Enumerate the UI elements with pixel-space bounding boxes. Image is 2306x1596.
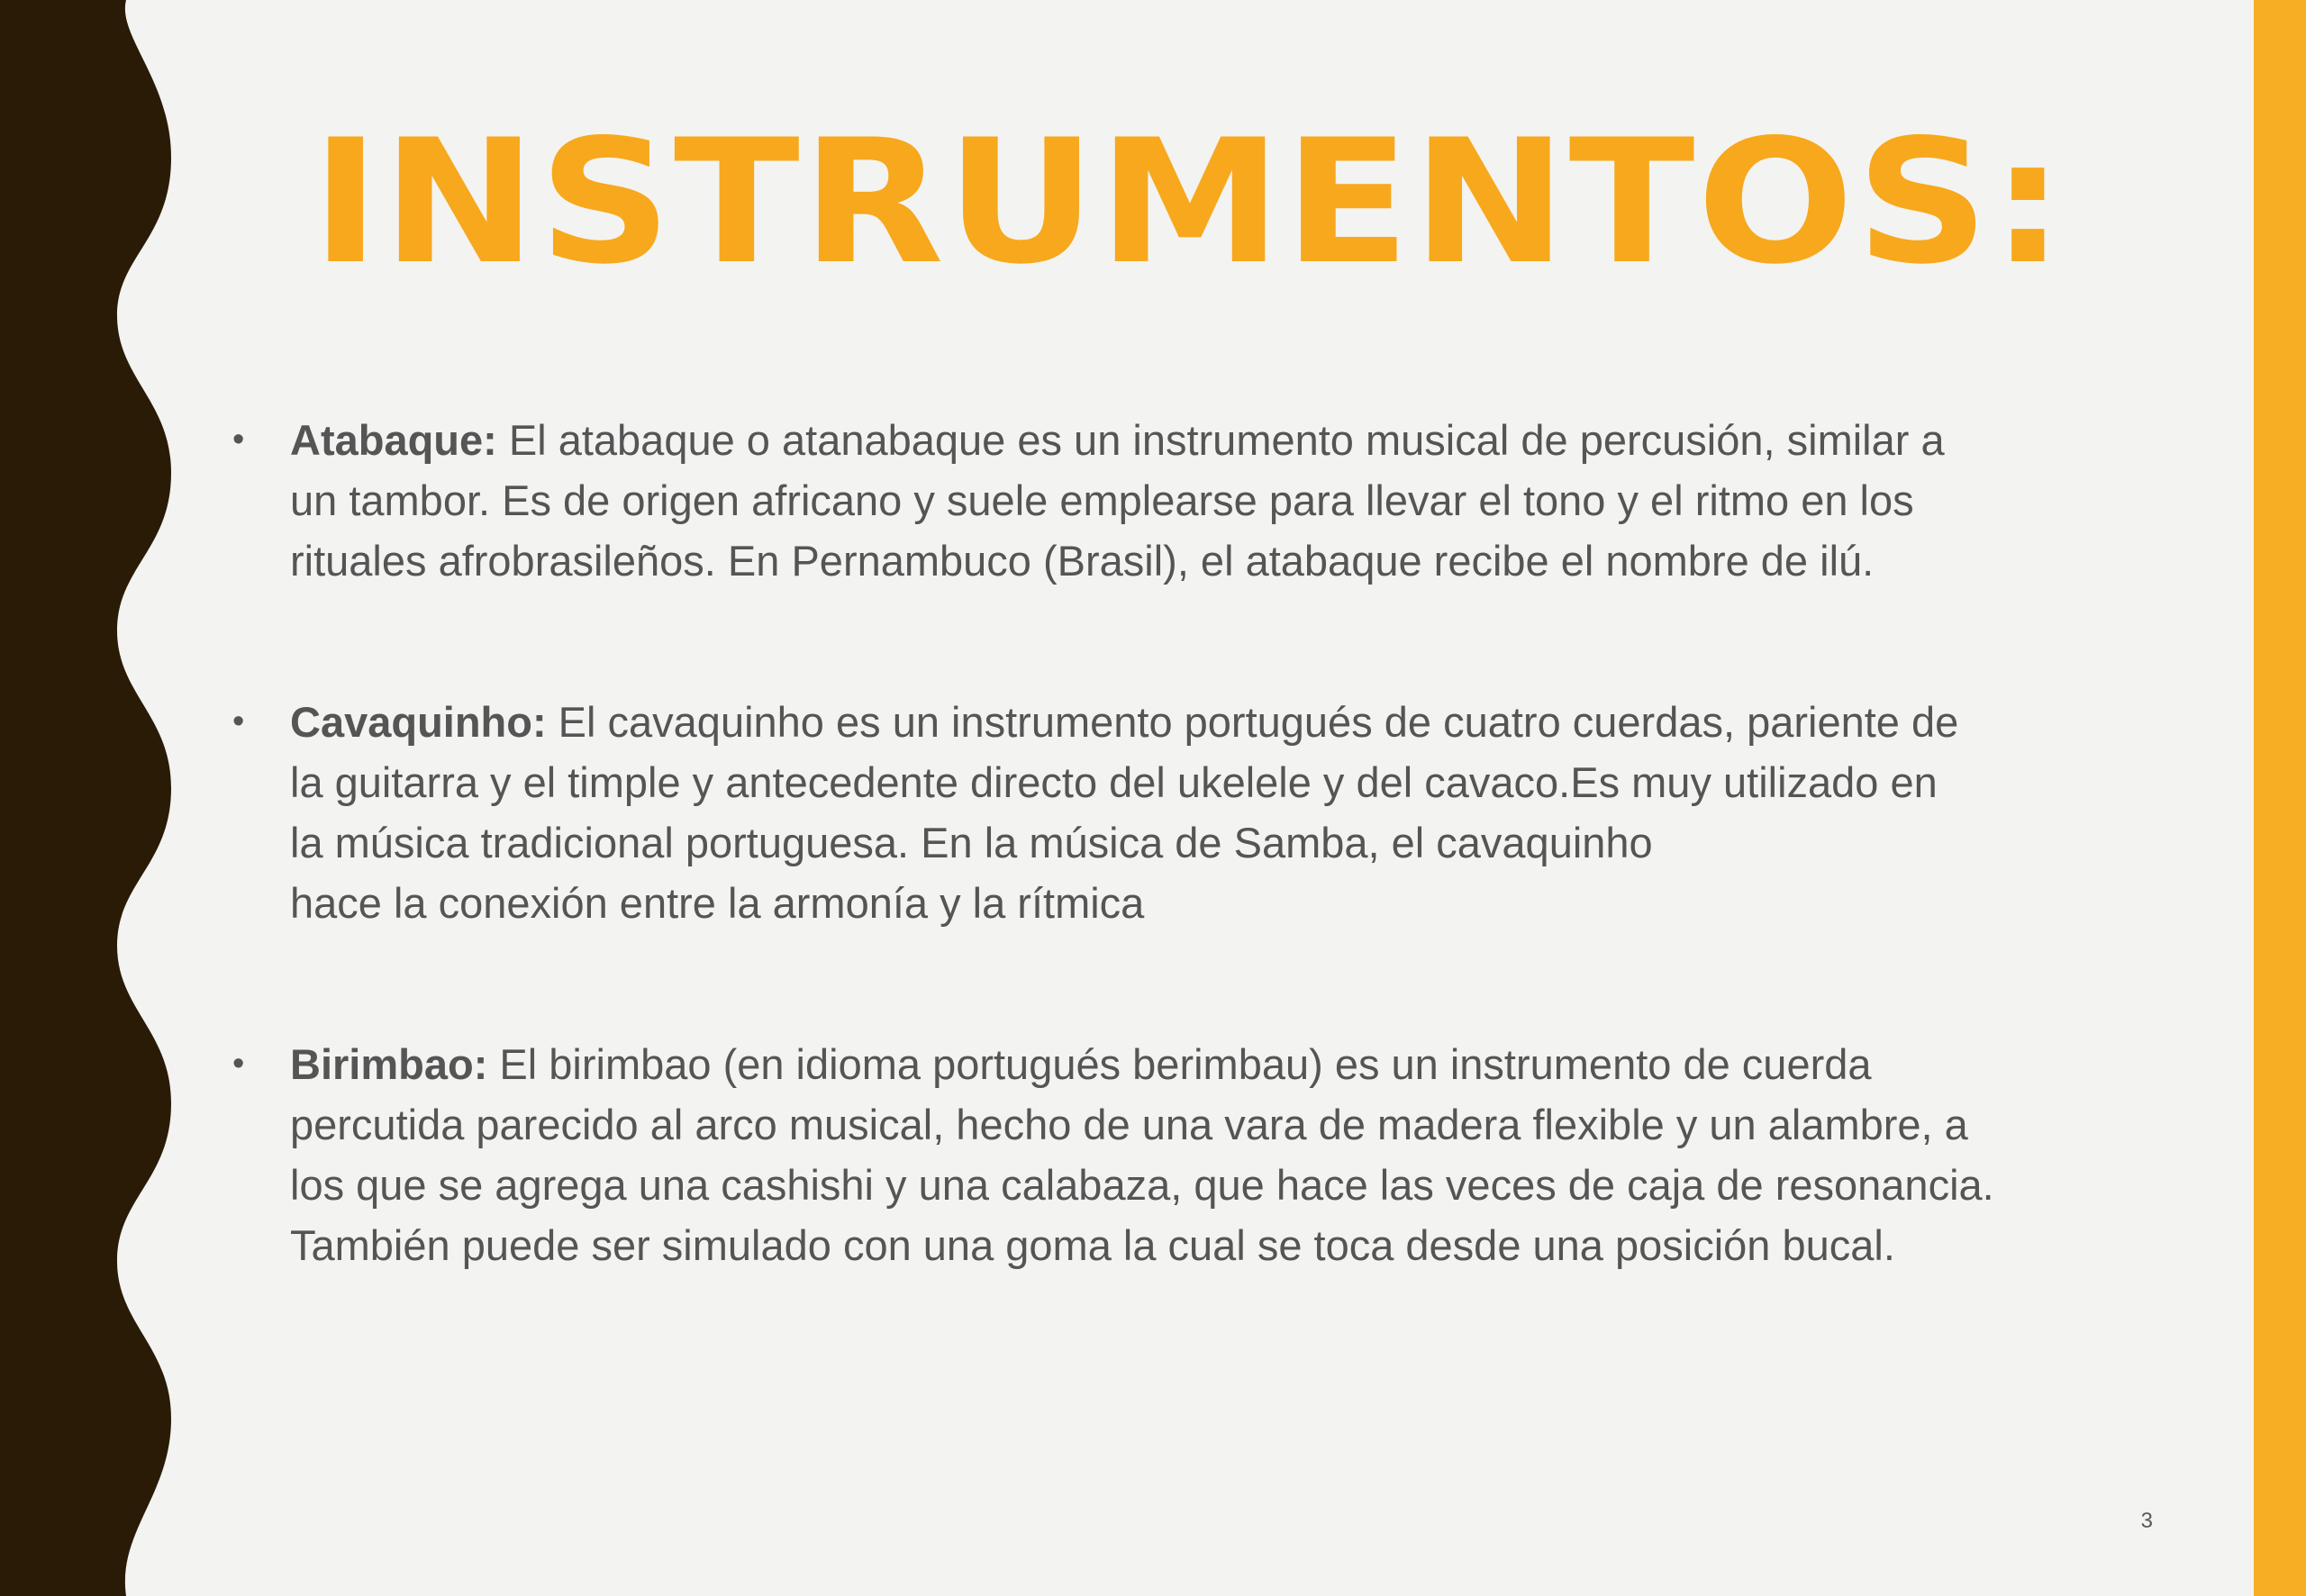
bullet-line: la guitarra y el timple y antecedente directo del ukelele y del cavaco.Es muy utilizado en xyxy=(290,758,1938,806)
bullet-marker: • xyxy=(232,703,245,740)
slide-title: INSTRUMENTOS: xyxy=(311,103,2067,302)
bullet-line: la música tradicional portuguesa. En la música de Samba, el cavaquinho xyxy=(290,819,1653,866)
bullet-text: El atabaque o atanabaque es un instrumento musical de percusión, similar a xyxy=(496,416,1945,464)
bullet-marker: • xyxy=(232,421,245,458)
left-wave-border xyxy=(0,0,180,1596)
left-wave-shape xyxy=(0,0,171,1596)
bullet-item-cavaquinho xyxy=(232,692,2106,933)
bullet-item-birimbao xyxy=(232,1034,2106,1275)
bullet-line xyxy=(290,1034,2106,1094)
bullet-line: rituales afrobrasileños. En Pernambuco (Brasil), el atabaque recibe el nombre de ilú. xyxy=(290,537,1875,585)
bullet-line: los que se agrega una cashishi y una calabaza, que hace las veces de caja de resonancia. xyxy=(290,1161,1994,1209)
bullet-line: un tambor. Es de origen africano y suele emplearse para llevar el tono y el ritmo en los xyxy=(290,476,1914,524)
bullet-term-cavaquinho: Cavaquinho: xyxy=(290,698,547,746)
bullet-list xyxy=(232,410,2106,1275)
slide-number: 3 xyxy=(2140,1509,2153,1533)
bullet-term-atabaque: Atabaque: xyxy=(290,416,497,464)
bullet-line xyxy=(290,692,2106,752)
bullet-line: percutida parecido al arco musical, hecho de una vara de madera flexible y un alambre, a xyxy=(290,1101,1968,1148)
bullet-text: El cavaquinho es un instrumento portugués de cuatro cuerdas, pariente de xyxy=(546,698,1959,746)
bullet-line xyxy=(290,410,2106,470)
bullet-line: También puede ser simulado con una goma la cual se toca desde una posición bucal. xyxy=(290,1221,1895,1269)
bullet-term-birimbao: Birimbao: xyxy=(290,1040,488,1088)
bullet-item-atabaque xyxy=(232,410,2106,591)
bullet-marker: • xyxy=(232,1045,245,1083)
bullet-text: El birimbao (en idioma portugués berimbau) es un instrumento de cuerda xyxy=(487,1040,1872,1088)
bullet-line: hace la conexión entre la armonía y la rítmica xyxy=(290,879,1145,927)
right-accent-bar xyxy=(2254,0,2306,1596)
